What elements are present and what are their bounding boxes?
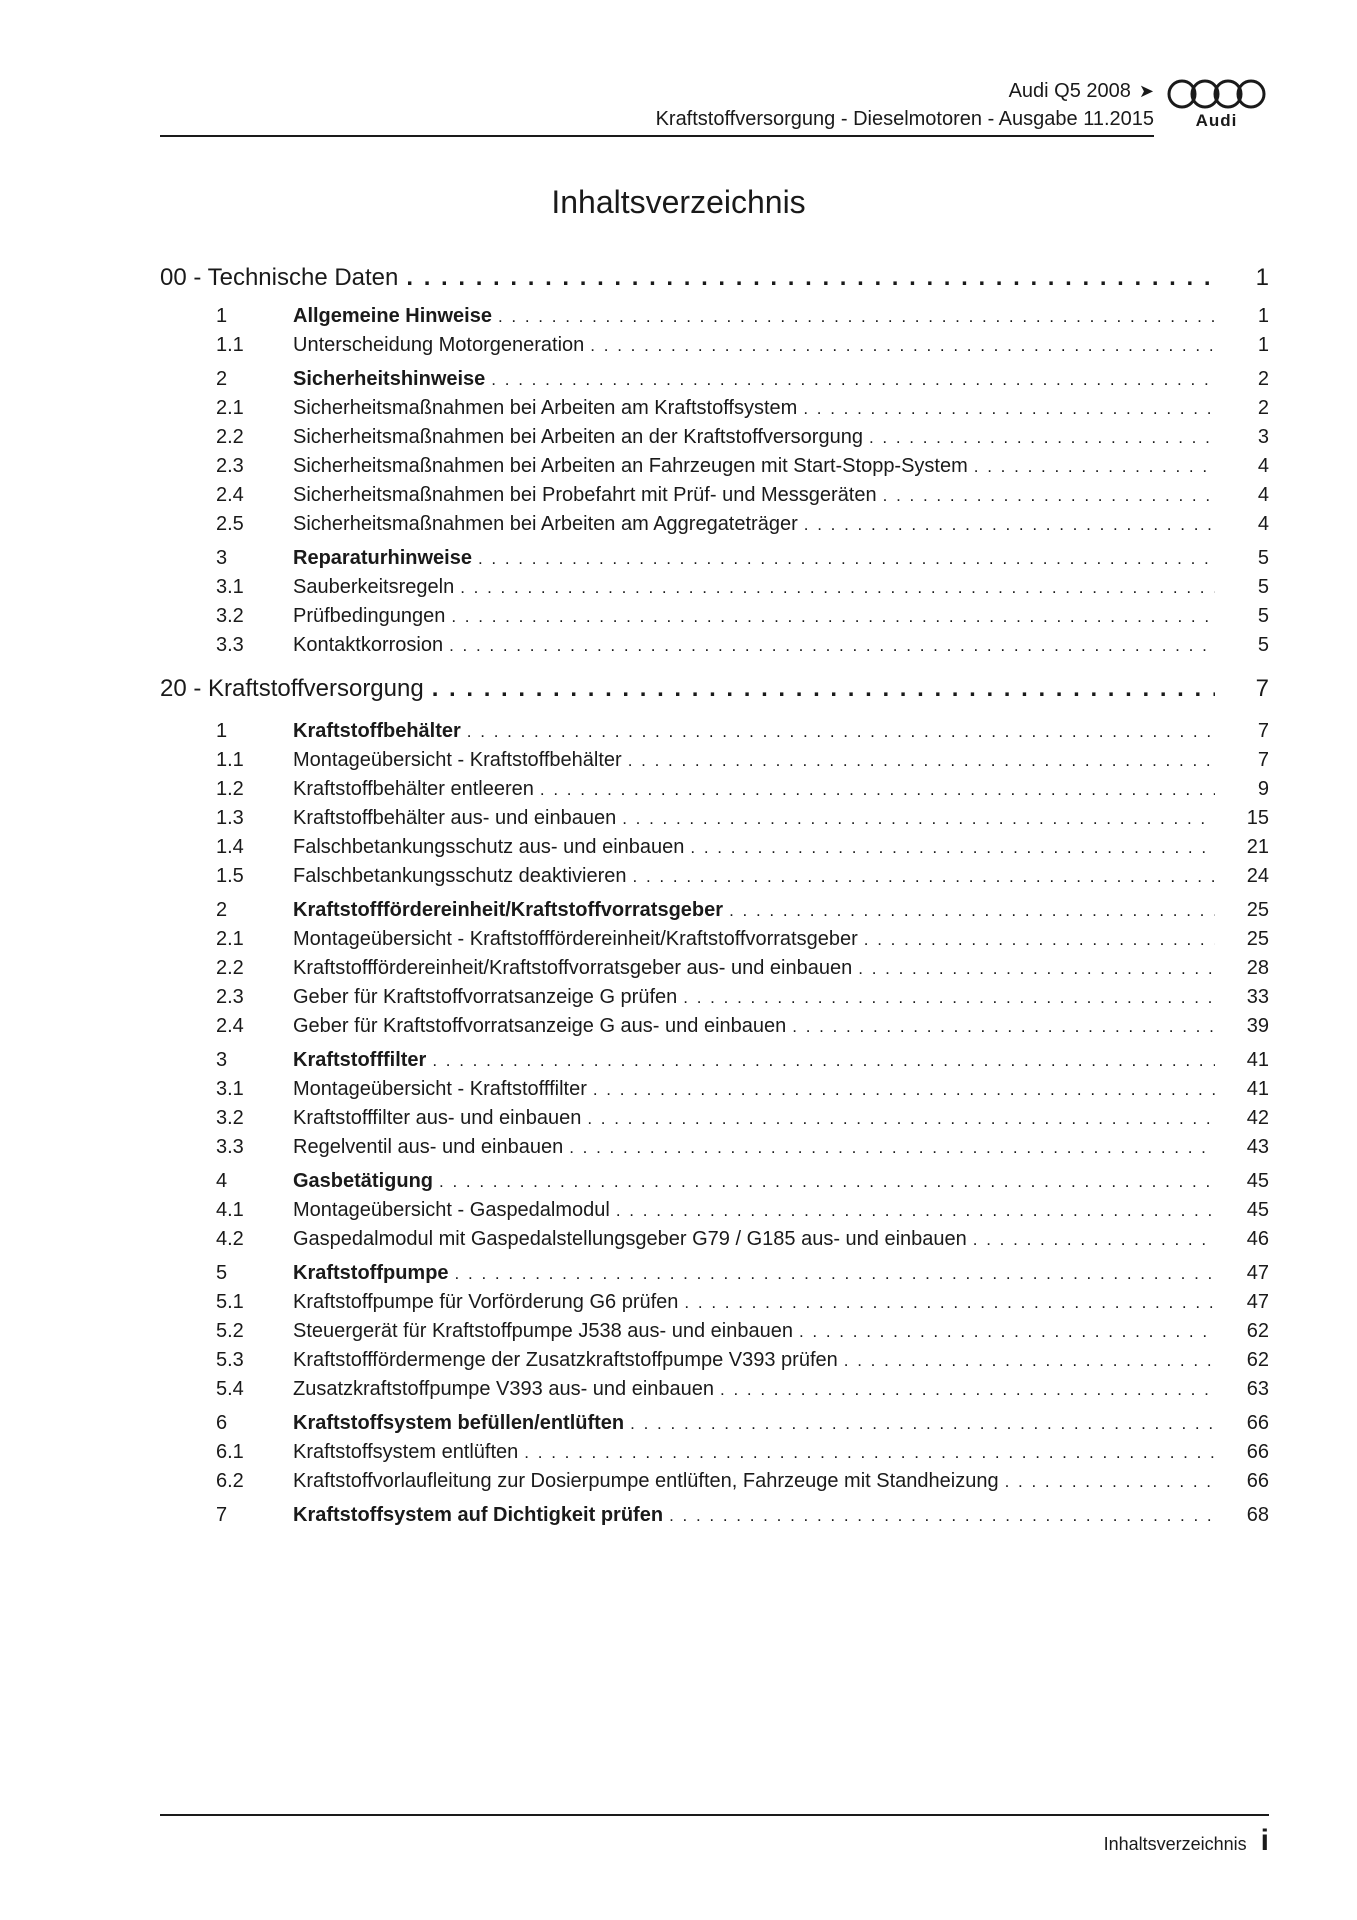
toc-subsection[interactable] bbox=[160, 928, 1269, 957]
toc-subsection[interactable] bbox=[160, 1320, 1269, 1349]
toc-subsection-title: Geber für Kraftstoffvorratsanzeige G aus- und einbauen bbox=[293, 1015, 787, 1037]
toc-chapter-page: 1 bbox=[1255, 264, 1269, 291]
toc-dot-leader bbox=[684, 1293, 1215, 1313]
toc-subsection-number: 3.3 bbox=[216, 634, 244, 656]
toc-subsection-number: 3.2 bbox=[216, 1107, 244, 1129]
toc-dot-leader bbox=[616, 1201, 1215, 1221]
toc-dot-leader bbox=[669, 1506, 1215, 1526]
footer-rule bbox=[160, 1814, 1269, 1816]
toc-dot-leader bbox=[630, 1414, 1215, 1434]
toc-subsection[interactable] bbox=[160, 749, 1269, 778]
toc-dot-leader bbox=[792, 1017, 1215, 1037]
toc-section[interactable] bbox=[160, 899, 1269, 928]
toc-dot-leader bbox=[622, 809, 1215, 829]
toc-subsection-page: 7 bbox=[1257, 749, 1269, 771]
toc-subsection-title: Kraftstoffbehälter entleeren bbox=[293, 778, 534, 800]
table-of-contents bbox=[160, 264, 1269, 1533]
page-footer bbox=[160, 1814, 1269, 1857]
toc-subsection-number: 4.2 bbox=[216, 1228, 244, 1250]
toc-subsection-title: Prüfbedingungen bbox=[293, 605, 446, 627]
toc-section[interactable] bbox=[160, 1049, 1269, 1078]
toc-dot-leader bbox=[498, 307, 1215, 327]
toc-subsection-number: 2.3 bbox=[216, 986, 244, 1008]
header-subtitle: Kraftstoffversorgung - Dieselmotoren - Ausgabe 11.2015 bbox=[655, 108, 1154, 130]
toc-section-number: 2 bbox=[216, 368, 228, 390]
toc-chapter-title: 00 - Technische Daten bbox=[160, 264, 399, 291]
toc-dot-leader bbox=[803, 399, 1215, 419]
toc-subsection[interactable] bbox=[160, 1291, 1269, 1320]
toc-subsection-title: Montageübersicht - Kraftstoffbehälter bbox=[293, 749, 622, 771]
toc-subsection[interactable] bbox=[160, 1441, 1269, 1470]
toc-subsection-number: 5.2 bbox=[216, 1320, 244, 1342]
toc-subsection-number: 4.1 bbox=[216, 1199, 244, 1221]
toc-subsection-number: 5.1 bbox=[216, 1291, 244, 1313]
toc-chapter-title: 20 - Kraftstoffversorgung bbox=[160, 675, 424, 702]
header-rule bbox=[160, 135, 1154, 137]
toc-dot-leader bbox=[449, 636, 1215, 656]
toc-subsection-page: 28 bbox=[1246, 957, 1269, 979]
toc-subsection-page: 45 bbox=[1246, 1199, 1269, 1221]
audi-rings-icon bbox=[1164, 78, 1269, 110]
toc-subsection-number: 6.1 bbox=[216, 1441, 244, 1463]
toc-subsection-title: Kraftstofffördereinheit/Kraftstoffvorratsgeber aus- und einbauen bbox=[293, 957, 853, 979]
toc-section-title: Gasbetätigung bbox=[293, 1170, 434, 1192]
toc-dot-leader bbox=[540, 780, 1215, 800]
toc-subsection-page: 62 bbox=[1246, 1349, 1269, 1371]
toc-subsection[interactable] bbox=[160, 1015, 1269, 1044]
toc-subsection-number: 1.4 bbox=[216, 836, 244, 858]
toc-section-title: Kraftstofffilter bbox=[293, 1049, 427, 1071]
toc-subsection[interactable] bbox=[160, 957, 1269, 986]
toc-dot-leader bbox=[974, 457, 1215, 477]
toc-chapter[interactable] bbox=[160, 264, 1269, 300]
toc-dot-leader bbox=[690, 838, 1215, 858]
toc-subsection-number: 1.3 bbox=[216, 807, 244, 829]
toc-subsection-page: 1 bbox=[1257, 334, 1269, 356]
toc-dot-leader bbox=[460, 578, 1215, 598]
toc-dot-leader bbox=[491, 370, 1215, 390]
footer-page-number: i bbox=[1260, 1824, 1269, 1857]
toc-section-number: 1 bbox=[216, 305, 228, 327]
toc-dot-leader bbox=[883, 486, 1215, 506]
toc-section-number: 6 bbox=[216, 1412, 228, 1434]
toc-section-page: 7 bbox=[1257, 720, 1269, 742]
toc-subsection[interactable] bbox=[160, 576, 1269, 605]
toc-section-number: 4 bbox=[216, 1170, 228, 1192]
toc-subsection-page: 5 bbox=[1257, 634, 1269, 656]
toc-section-title: Sicherheitshinweise bbox=[293, 368, 486, 390]
toc-subsection-page: 66 bbox=[1246, 1441, 1269, 1463]
toc-dot-leader bbox=[593, 1080, 1215, 1100]
toc-subsection[interactable] bbox=[160, 513, 1269, 542]
toc-subsection-title: Zusatzkraftstoffpumpe V393 aus- und einbauen bbox=[293, 1378, 715, 1400]
toc-dot-leader bbox=[804, 515, 1215, 535]
toc-subsection-page: 4 bbox=[1257, 513, 1269, 535]
toc-section-title: Kraftstoffpumpe bbox=[293, 1262, 449, 1284]
toc-subsection-title: Kraftstofffilter aus- und einbauen bbox=[293, 1107, 582, 1129]
toc-subsection-page: 41 bbox=[1246, 1078, 1269, 1100]
toc-section-title: Kraftstoffsystem befüllen/entlüften bbox=[293, 1412, 625, 1434]
toc-dot-leader bbox=[844, 1351, 1215, 1371]
toc-dot-leader bbox=[432, 675, 1215, 703]
toc-section-title: Kraftstoffbehälter bbox=[293, 720, 461, 742]
toc-subsection-page: 2 bbox=[1257, 397, 1269, 419]
toc-subsection[interactable] bbox=[160, 865, 1269, 894]
toc-subsection[interactable] bbox=[160, 634, 1269, 663]
arrow-right-icon: ➤ bbox=[1138, 81, 1154, 101]
toc-subsection-page: 9 bbox=[1257, 778, 1269, 800]
toc-subsection-page: 25 bbox=[1246, 928, 1269, 950]
toc-subsection[interactable] bbox=[160, 455, 1269, 484]
toc-subsection[interactable] bbox=[160, 1228, 1269, 1257]
toc-subsection-page: 21 bbox=[1246, 836, 1269, 858]
toc-subsection-page: 62 bbox=[1246, 1320, 1269, 1342]
toc-section-page: 41 bbox=[1246, 1049, 1269, 1071]
toc-dot-leader bbox=[628, 751, 1215, 771]
toc-subsection-title: Montageübersicht - Kraftstofffilter bbox=[293, 1078, 587, 1100]
page-title: Inhaltsverzeichnis bbox=[551, 184, 806, 220]
toc-subsection-title: Montageübersicht - Kraftstofffördereinheit/Kraftstoffvorratsgeber bbox=[293, 928, 858, 950]
toc-dot-leader bbox=[590, 336, 1215, 356]
toc-subsection-number: 2.2 bbox=[216, 426, 244, 448]
toc-subsection-title: Falschbetankungsschutz aus- und einbauen bbox=[293, 836, 685, 858]
toc-subsection-title: Sicherheitsmaßnahmen bei Arbeiten an Fahrzeugen mit Start-Stopp-System bbox=[293, 455, 968, 477]
toc-section[interactable] bbox=[160, 1170, 1269, 1199]
toc-subsection-title: Kraftstoffsystem entlüften bbox=[293, 1441, 519, 1463]
toc-subsection[interactable] bbox=[160, 1078, 1269, 1107]
toc-subsection-title: Regelventil aus- und einbauen bbox=[293, 1136, 564, 1158]
audi-logo bbox=[1164, 78, 1269, 132]
toc-subsection-page: 24 bbox=[1246, 865, 1269, 887]
toc-dot-leader bbox=[869, 428, 1215, 448]
toc-subsection-number: 2.5 bbox=[216, 513, 244, 535]
toc-subsection[interactable] bbox=[160, 605, 1269, 634]
toc-subsection[interactable] bbox=[160, 1378, 1269, 1407]
toc-subsection-page: 15 bbox=[1246, 807, 1269, 829]
toc-section-page: 2 bbox=[1257, 368, 1269, 390]
toc-section[interactable] bbox=[160, 368, 1269, 397]
toc-dot-leader bbox=[455, 1264, 1215, 1284]
toc-subsection-title: Sauberkeitsregeln bbox=[293, 576, 455, 598]
toc-dot-leader bbox=[587, 1109, 1215, 1129]
toc-section-title: Kraftstofffördereinheit/Kraftstoffvorratsgeber bbox=[293, 899, 724, 921]
toc-section[interactable] bbox=[160, 720, 1269, 749]
audi-logo-text: Audi bbox=[1195, 111, 1238, 130]
toc-section-page: 45 bbox=[1246, 1170, 1269, 1192]
toc-subsection-page: 5 bbox=[1257, 605, 1269, 627]
toc-subsection-page: 33 bbox=[1246, 986, 1269, 1008]
footer-label: Inhaltsverzeichnis bbox=[1103, 1834, 1247, 1854]
toc-section-title: Allgemeine Hinweise bbox=[293, 305, 492, 327]
page-header bbox=[160, 74, 1269, 136]
toc-section-number: 2 bbox=[216, 899, 228, 921]
toc-subsection-number: 3.2 bbox=[216, 605, 244, 627]
toc-dot-leader bbox=[973, 1230, 1215, 1250]
toc-subsection-number: 1.2 bbox=[216, 778, 244, 800]
toc-dot-leader bbox=[1005, 1472, 1215, 1492]
toc-section-title: Reparaturhinweise bbox=[293, 547, 472, 569]
toc-subsection-title: Montageübersicht - Gaspedalmodul bbox=[293, 1199, 610, 1221]
toc-section[interactable] bbox=[160, 1504, 1269, 1533]
toc-subsection-number: 2.2 bbox=[216, 957, 244, 979]
toc-subsection-page: 47 bbox=[1246, 1291, 1269, 1313]
toc-subsection-title: Unterscheidung Motorgeneration bbox=[293, 334, 585, 356]
toc-section[interactable] bbox=[160, 547, 1269, 576]
toc-section-page: 25 bbox=[1246, 899, 1269, 921]
toc-subsection-page: 3 bbox=[1257, 426, 1269, 448]
toc-dot-leader bbox=[633, 867, 1215, 887]
toc-section-page: 47 bbox=[1246, 1262, 1269, 1284]
toc-subsection-number: 2.4 bbox=[216, 484, 244, 506]
toc-section[interactable] bbox=[160, 1412, 1269, 1441]
toc-dot-leader bbox=[720, 1380, 1215, 1400]
toc-subsection-page: 39 bbox=[1246, 1015, 1269, 1037]
toc-subsection-title: Falschbetankungsschutz deaktivieren bbox=[293, 865, 627, 887]
toc-subsection-title: Kraftstoffvorlaufleitung zur Dosierpumpe entlüften, Fahrzeuge mit Standheizung bbox=[293, 1470, 999, 1492]
toc-subsection-title: Sicherheitsmaßnahmen bei Arbeiten am Aggregateträger bbox=[293, 513, 798, 535]
toc-subsection-page: 63 bbox=[1246, 1378, 1269, 1400]
toc-subsection-title: Kraftstoffpumpe für Vorförderung G6 prüfen bbox=[293, 1291, 679, 1313]
toc-dot-leader bbox=[467, 722, 1215, 742]
toc-section-number: 5 bbox=[216, 1262, 228, 1284]
toc-section[interactable] bbox=[160, 305, 1269, 334]
toc-section-page: 68 bbox=[1246, 1504, 1269, 1526]
toc-dot-leader bbox=[858, 959, 1215, 979]
toc-subsection-page: 4 bbox=[1257, 484, 1269, 506]
toc-dot-leader bbox=[864, 930, 1215, 950]
toc-chapter-page: 7 bbox=[1255, 675, 1269, 702]
toc-subsection-number: 5.4 bbox=[216, 1378, 244, 1400]
toc-subsection-page: 42 bbox=[1246, 1107, 1269, 1129]
toc-subsection[interactable] bbox=[160, 1199, 1269, 1228]
header-model-line bbox=[1009, 80, 1154, 103]
header-model: Audi Q5 2008 bbox=[1008, 80, 1131, 102]
toc-subsection-page: 46 bbox=[1246, 1228, 1269, 1250]
toc-subsection-title: Geber für Kraftstoffvorratsanzeige G prüfen bbox=[293, 986, 678, 1008]
toc-chapter[interactable] bbox=[160, 675, 1269, 715]
toc-subsection-title: Steuergerät für Kraftstoffpumpe J538 aus- und einbauen bbox=[293, 1320, 793, 1342]
toc-subsection-number: 5.3 bbox=[216, 1349, 244, 1371]
toc-subsection[interactable] bbox=[160, 1136, 1269, 1165]
toc-section-number: 7 bbox=[216, 1504, 228, 1526]
toc-subsection[interactable] bbox=[160, 484, 1269, 513]
toc-subsection-number: 1.5 bbox=[216, 865, 244, 887]
toc-subsection[interactable] bbox=[160, 1349, 1269, 1378]
toc-section[interactable] bbox=[160, 1262, 1269, 1291]
toc-section-page: 5 bbox=[1257, 547, 1269, 569]
toc-subsection[interactable] bbox=[160, 1107, 1269, 1136]
toc-dot-leader bbox=[683, 988, 1215, 1008]
toc-subsection-title: Sicherheitsmaßnahmen bei Probefahrt mit Prüf- und Messgeräten bbox=[293, 484, 877, 506]
toc-subsection-page: 43 bbox=[1246, 1136, 1269, 1158]
toc-section-number: 1 bbox=[216, 720, 228, 742]
toc-section-number: 3 bbox=[216, 1049, 228, 1071]
toc-dot-leader bbox=[406, 264, 1215, 292]
toc-subsection-title: Kraftstoffbehälter aus- und einbauen bbox=[293, 807, 617, 829]
toc-subsection-page: 5 bbox=[1257, 576, 1269, 598]
toc-dot-leader bbox=[524, 1443, 1215, 1463]
toc-subsection-page: 66 bbox=[1246, 1470, 1269, 1492]
toc-subsection[interactable] bbox=[160, 807, 1269, 836]
toc-subsection-title: Kontaktkorrosion bbox=[293, 634, 444, 656]
toc-subsection-title: Sicherheitsmaßnahmen bei Arbeiten an der Kraftstoffversorgung bbox=[293, 426, 863, 448]
toc-dot-leader bbox=[799, 1322, 1215, 1342]
toc-subsection-number: 2.1 bbox=[216, 928, 244, 950]
toc-subsection-number: 2.4 bbox=[216, 1015, 244, 1037]
toc-subsection-number: 6.2 bbox=[216, 1470, 244, 1492]
toc-dot-leader bbox=[451, 607, 1215, 627]
toc-dot-leader bbox=[439, 1172, 1215, 1192]
toc-subsection[interactable] bbox=[160, 836, 1269, 865]
toc-subsection[interactable] bbox=[160, 397, 1269, 426]
toc-dot-leader bbox=[478, 549, 1215, 569]
toc-subsection-title: Kraftstofffördermenge der Zusatzkraftstoffpumpe V393 prüfen bbox=[293, 1349, 838, 1371]
toc-subsection-number: 2.1 bbox=[216, 397, 244, 419]
toc-subsection[interactable] bbox=[160, 334, 1269, 363]
toc-subsection-number: 2.3 bbox=[216, 455, 244, 477]
toc-subsection[interactable] bbox=[160, 778, 1269, 807]
toc-subsection-number: 3.1 bbox=[216, 576, 244, 598]
toc-subsection[interactable] bbox=[160, 986, 1269, 1015]
toc-subsection[interactable] bbox=[160, 426, 1269, 455]
toc-subsection-title: Gaspedalmodul mit Gaspedalstellungsgeber G79 / G185 aus- und einbauen bbox=[293, 1228, 967, 1250]
toc-subsection-title: Sicherheitsmaßnahmen bei Arbeiten am Kraftstoffsystem bbox=[293, 397, 798, 419]
toc-subsection-number: 1.1 bbox=[216, 334, 244, 356]
toc-section-title: Kraftstoffsystem auf Dichtigkeit prüfen bbox=[293, 1504, 664, 1526]
toc-dot-leader bbox=[569, 1138, 1215, 1158]
toc-subsection-number: 3.3 bbox=[216, 1136, 244, 1158]
toc-subsection-number: 3.1 bbox=[216, 1078, 244, 1100]
toc-subsection[interactable] bbox=[160, 1470, 1269, 1499]
toc-section-number: 3 bbox=[216, 547, 228, 569]
toc-subsection-number: 1.1 bbox=[216, 749, 244, 771]
toc-section-page: 1 bbox=[1257, 305, 1269, 327]
toc-section-page: 66 bbox=[1246, 1412, 1269, 1434]
toc-subsection-page: 4 bbox=[1257, 455, 1269, 477]
toc-dot-leader bbox=[729, 901, 1215, 921]
toc-dot-leader bbox=[432, 1051, 1215, 1071]
